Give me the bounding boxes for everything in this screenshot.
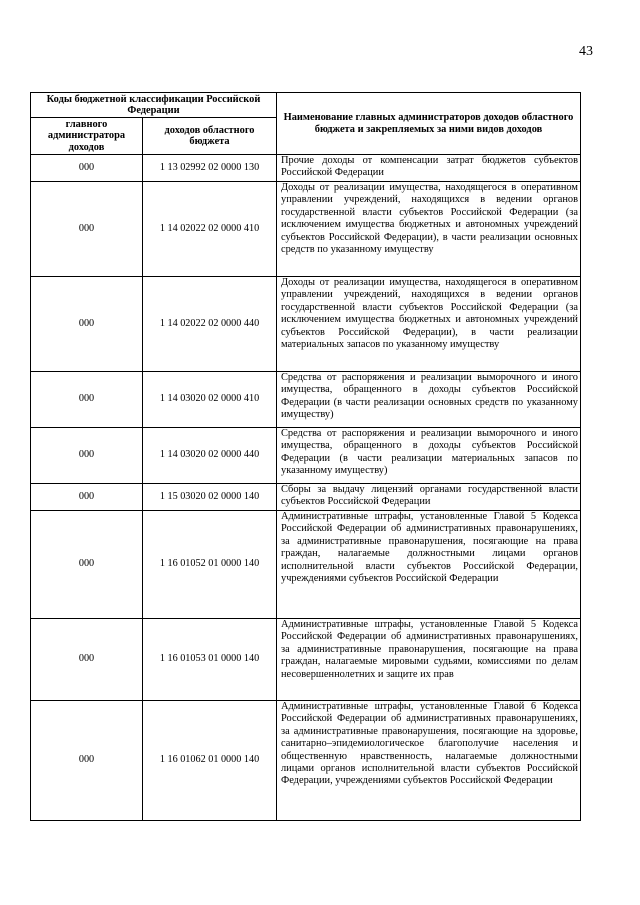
income-code-cell: 1 15 03020 02 0000 140: [143, 484, 277, 511]
admin-code-cell: 000: [31, 428, 143, 484]
income-code-cell: 1 16 01062 01 0000 140: [143, 701, 277, 821]
header-classification-codes: Коды бюджетной классификации Российской Федерации: [31, 93, 277, 118]
header-row-1: [31, 93, 581, 118]
table-row: [31, 484, 581, 511]
income-name-cell: Административные штрафы, установленные Главой 5 Кодекса Российской Федерации об административных правонарушениях, за административные правонарушения, посягающие на права граждан, налагаемые мировыми судьями, комиссиями по делам несовершеннолетних и защите их прав: [277, 619, 581, 701]
income-code-cell: 1 14 03020 02 0000 410: [143, 372, 277, 428]
admin-code-cell: 000: [31, 155, 143, 182]
header-name-column: Наименование главных администраторов доходов областного бюджета и закрепляемых за ними видов доходов: [277, 93, 581, 155]
income-code-cell: 1 14 03020 02 0000 440: [143, 428, 277, 484]
table-row: [31, 619, 581, 701]
table-row: [31, 155, 581, 182]
table-row: [31, 182, 581, 277]
income-code-cell: 1 16 01053 01 0000 140: [143, 619, 277, 701]
admin-code-cell: 000: [31, 511, 143, 619]
income-name-cell: Доходы от реализации имущества, находящегося в оперативном управлении учреждений, находящихся в ведении органов государственной власти субъектов Российской Федерации (за исключением имущества бюджетных и автономных учреждений субъектов Российской Федерации), в части реализации основных средств по указанному имуществу: [277, 182, 581, 277]
budget-classification-table: [30, 92, 581, 821]
admin-code-cell: 000: [31, 701, 143, 821]
header-admin-column: главного администратора доходов: [31, 118, 143, 155]
page-number: 43: [579, 44, 593, 59]
admin-code-cell: 000: [31, 484, 143, 511]
income-name-cell: Прочие доходы от компенсации затрат бюджетов субъектов Российской Федерации: [277, 155, 581, 182]
income-code-cell: 1 14 02022 02 0000 440: [143, 277, 277, 372]
admin-code-cell: 000: [31, 277, 143, 372]
income-code-cell: 1 13 02992 02 0000 130: [143, 155, 277, 182]
table-row: [31, 428, 581, 484]
admin-code-cell: 000: [31, 619, 143, 701]
income-name-cell: Средства от распоряжения и реализации выморочного и иного имущества, обращенного в доходы субъектов Российской Федерации (в части реализации основных средств по указанному имуществу): [277, 372, 581, 428]
income-name-cell: Средства от распоряжения и реализации выморочного и иного имущества, обращенного в доходы субъектов Российской Федерации (в части реализации материальных запасов по указанному имуществу): [277, 428, 581, 484]
income-name-cell: Сборы за выдачу лицензий органами государственной власти субъектов Российской Федерации: [277, 484, 581, 511]
admin-code-cell: 000: [31, 372, 143, 428]
income-name-cell: Административные штрафы, установленные Главой 6 Кодекса Российской Федерации об административных правонарушениях, за административные правонарушения, посягающие на здоровье, санитарно–эпидемиологическое благополучие населения и общественную нравственность, налагаемые должностными лицами органов исполнительной власти субъектов Российской Федерации, учреждениями субъектов Российской Федерации: [277, 701, 581, 821]
income-code-cell: 1 16 01052 01 0000 140: [143, 511, 277, 619]
income-code-cell: 1 14 02022 02 0000 410: [143, 182, 277, 277]
table-row: [31, 277, 581, 372]
table-row: [31, 511, 581, 619]
header-income-column: доходов областного бюджета: [143, 118, 277, 155]
table-row: [31, 701, 581, 821]
income-name-cell: Доходы от реализации имущества, находящегося в оперативном управлении учреждений, находящихся в ведении органов государственной власти субъектов Российской Федерации (за исключением имущества бюджетных и автономных учреждений субъектов Российской Федерации), в части реализации материальных запасов по указанному имуществу: [277, 277, 581, 372]
table-row: [31, 372, 581, 428]
admin-code-cell: 000: [31, 182, 143, 277]
income-name-cell: Административные штрафы, установленные Главой 5 Кодекса Российской Федерации об административных правонарушениях, за административные правонарушения, посягающие на права граждан, налагаемые должностными лицами органов исполнительной власти субъектов Российской Федерации, учреждениями субъектов Российской Федерации: [277, 511, 581, 619]
